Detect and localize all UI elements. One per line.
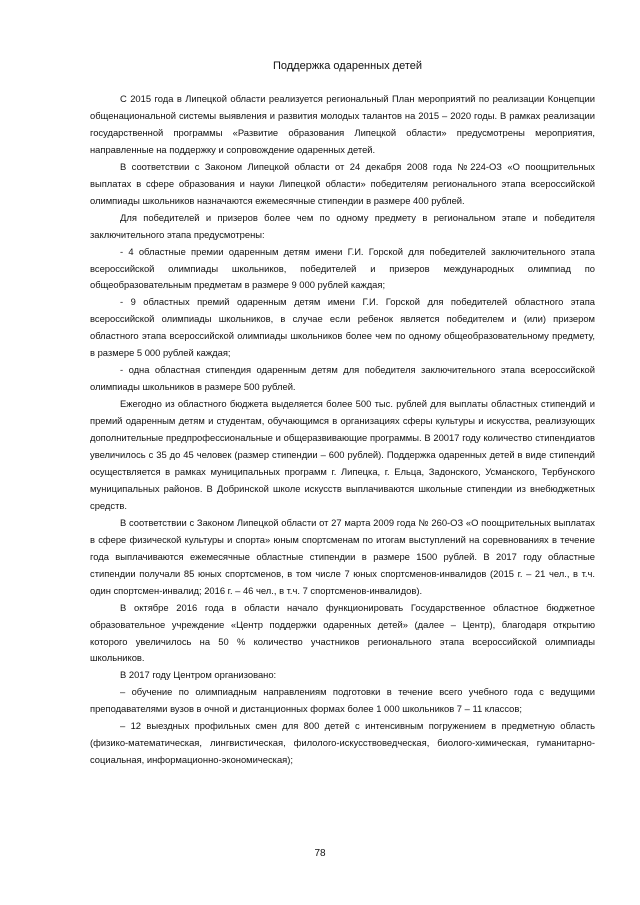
list-item: - одна областная стипендия одаренным детям для победителя заключительного этапа всероссийской олимпиады школьников в размере 500 рублей. [90,364,595,393]
page-number: 78 [314,848,326,859]
paragraph: В октябре 2016 года в области начало функционировать Государственное областное бюджетное образовательное учреждение «Центр поддержки одаренных детей» (далее – Центр), благодаря открытию которого увеличилось на 50 % количество участников регионального этапа всероссийской олимпиады школьников. [90,601,595,664]
list-item: – 12 выездных профильных смен для 800 детей с интенсивным погружением в предметную область (физико-математическая, лингвистическая, филолого-искусствоведческая, биолого-химическая, гуманитарно-социальная, информационно-экономическая); [90,720,595,766]
list-item: - 9 областных премий одаренным детям имени Г.И. Горской для победителей областного этапа всероссийской олимпиады школьников, в случае если ребенок является победителем и (или) призером областного этапа всероссийской олимпиады школьников более чем по одному общеобразовательному предмету, в размере 5 000 рублей каждая; [90,296,595,359]
list-item: – обучение по олимпиадным направлениям подготовки в течение всего учебного года с ведущими преподавателями вузов в очной и дистанционных формах более 1 000 школьников 7 – 11 классов; [90,686,595,715]
paragraph: Ежегодно из областного бюджета выделяется более 500 тыс. рублей для выплаты областных стипендий и премий одаренным детям и студентам, обучающимся в организациях сферы культуры и искусства, реализующих дополнительные предпрофессиональные и общеразвивающие программы. В 20017 году количество стипендиатов увеличилось с 35 до 45 человек (размер стипендии – 600 рублей). Поддержка одаренных детей в виде стипендий осуществляется в рамках муниципальных программ г. Липецка, г. Ельца, Задонского, Усманского, Тербунского муниципальных районов. В Добринской школе искусств выплачиваются школьные стипендии из внебюджетных средств. [90,398,595,511]
page-title: Поддержка одаренных детей [272,60,423,72]
list-item: - 4 областные премии одаренным детям имени Г.И. Горской для победителей заключительного этапа всероссийской олимпиады школьников, победителей и призеров международных олимпиад по общеобразовательным предметам в размере 9 000 рублей каждая; [90,245,595,291]
paragraph: В соответствии с Законом Липецкой области от 24 декабря 2008 года №224-ОЗ «О поощрительных выплатах в сфере образования и науки Липецкой области» победителям регионального этапа всероссийской олимпиады школьников назначаются ежемесячные стипендии в размере 400 рублей. [90,160,595,206]
paragraph: В соответствии с Законом Липецкой области от 27 марта 2009 года № 260-ОЗ «О поощрительных выплатах в сфере физической культуры и спорта» юным спортсменам по итогам выступлений на соревнованиях в течение года выплачиваются ежемесячные областные стипендии в размере 1500 рублей. В 2017 году областные стипендии получали 85 юных спортсменов, в том числе 7 юных спортсменов-инвалидов (2015 г. – 21 чел., в т.ч. один спортсмен-инвалид; 2016 г. – 46 чел., в т.ч. 7 спортсменов-инвалидов). [90,516,595,596]
paragraph: С 2015 года в Липецкой области реализуется региональный План мероприятий по реализации Концепции общенациональной системы выявления и развития молодых талантов на 2015 – 2020 годы. В рамках реализации государственной программы «Развитие образования Липецкой области» предусмотрены мероприятия, направленные на поддержку и сопровождение одаренных детей. [90,93,595,155]
paragraph: Для победителей и призеров более чем по одному предмету в региональном этапе и победителя заключительного этапа предусмотрены: [90,211,595,240]
paragraph: В 2017 году Центром организовано: [120,669,277,681]
document-body [90,91,595,769]
document-page [90,60,595,769]
